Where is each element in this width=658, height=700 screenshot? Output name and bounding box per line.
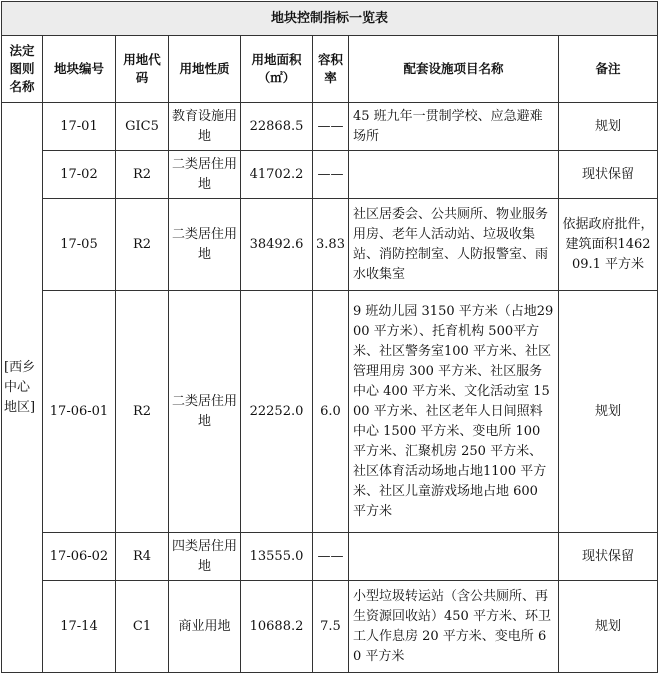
header-land-use: 用地性质 [169, 36, 241, 103]
header-remark: 备注 [559, 36, 658, 103]
table-title: 地块控制指标一览表 [2, 2, 658, 36]
table-row [2, 199, 658, 291]
floor-area-ratio: —— [313, 103, 349, 151]
header-plot-number: 地块编号 [43, 36, 116, 103]
header-facilities: 配套设施项目名称 [349, 36, 559, 103]
land-code: R2 [116, 291, 169, 533]
land-area: 22252.0 [241, 291, 313, 533]
plot-number: 17-02 [43, 151, 116, 199]
remark: 规划 [559, 291, 658, 533]
remark: 规划 [559, 103, 658, 151]
district-name: [西乡中心地区] [2, 103, 43, 673]
plot-number: 17-14 [43, 581, 116, 673]
land-area: 41702.2 [241, 151, 313, 199]
plot-number: 17-06-02 [43, 533, 116, 581]
land-area: 13555.0 [241, 533, 313, 581]
land-area: 38492.6 [241, 199, 313, 291]
header-plan-name: 法定图则名称 [2, 36, 43, 103]
facilities: 9 班幼儿园 3150 平方米（占地2900 平方米）、托育机构 500平方米、社区警务室100 平方米、社区管理用房 300 平方米、社区服务中心 400 平方米、文化活动室 1500 平方米、社区老年人日间照料中心 1500 平方米、变电所 100 平方米、汇聚机房 250 平方米、社区体育活动场地占地1100 平方米、社区儿童游戏场地占地 600 平方米 [349, 291, 559, 533]
table-row [2, 581, 658, 673]
facilities [349, 533, 559, 581]
facilities [349, 151, 559, 199]
plot-control-table [1, 1, 658, 673]
land-use: 二类居住用地 [169, 199, 241, 291]
plot-number: 17-05 [43, 199, 116, 291]
plot-number: 17-06-01 [43, 291, 116, 533]
land-code: R2 [116, 199, 169, 291]
table-row [2, 103, 658, 151]
land-use: 二类居住用地 [169, 291, 241, 533]
remark: 依据政府批件，建筑面积146209.1 平方米 [559, 199, 658, 291]
facilities: 社区居委会、公共厕所、物业服务用房、老年人活动站、垃圾收集站、消防控制室、人防报警室、雨水收集室 [349, 199, 559, 291]
floor-area-ratio: —— [313, 533, 349, 581]
remark: 现状保留 [559, 533, 658, 581]
land-area: 22868.5 [241, 103, 313, 151]
floor-area-ratio: —— [313, 151, 349, 199]
land-code: R2 [116, 151, 169, 199]
header-land-code: 用地代码 [116, 36, 169, 103]
floor-area-ratio: 6.0 [313, 291, 349, 533]
land-code: GIC5 [116, 103, 169, 151]
remark: 现状保留 [559, 151, 658, 199]
facilities: 45 班九年一贯制学校、应急避难场所 [349, 103, 559, 151]
header-floor-area-ratio: 容积率 [313, 36, 349, 103]
land-use: 二类居住用地 [169, 151, 241, 199]
land-code: R4 [116, 533, 169, 581]
table-row [2, 291, 658, 533]
land-use: 四类居住用地 [169, 533, 241, 581]
land-use: 教育设施用地 [169, 103, 241, 151]
floor-area-ratio: 3.83 [313, 199, 349, 291]
table-row [2, 151, 658, 199]
table-row [2, 533, 658, 581]
land-code: C1 [116, 581, 169, 673]
plot-number: 17-01 [43, 103, 116, 151]
land-area: 10688.2 [241, 581, 313, 673]
facilities: 小型垃圾转运站（含公共厕所、再生资源回收站）450 平方米、环卫工人作息房 20 平方米、变电所 60 平方米 [349, 581, 559, 673]
remark: 规划 [559, 581, 658, 673]
land-use: 商业用地 [169, 581, 241, 673]
header-land-area: 用地面积（㎡） [241, 36, 313, 103]
floor-area-ratio: 7.5 [313, 581, 349, 673]
